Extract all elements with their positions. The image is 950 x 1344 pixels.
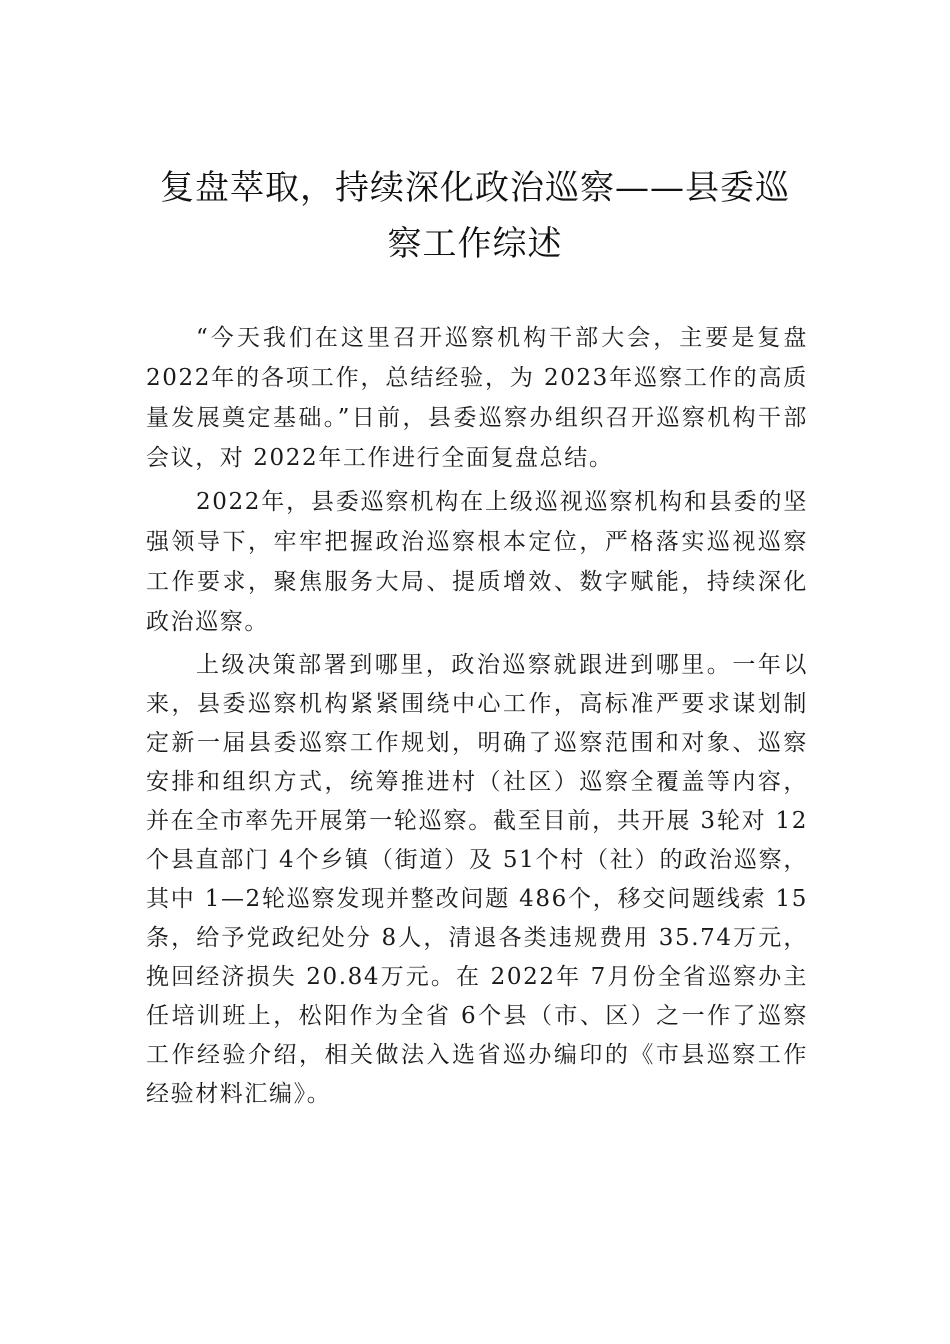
document-body [146,318,808,1118]
paragraph-summary: 2022年，县委巡察机构在上级巡视巡察机构和县委的坚强领导下，牢牢把握政治巡察根本定位，严格落实巡视巡察工作要求，聚焦服务大局、提质增效、数字赋能，持续深化政治巡察。 [146,489,808,635]
paragraph-details: 上级决策部署到哪里，政治巡察就跟进到哪里。一年以来，县委巡察机构紧紧围绕中心工作，高标准严要求谋划制定新一届县委巡察工作规划，明确了巡察范围和对象、巡察安排和组织方式，统筹推进村（社区）巡察全覆盖等内容，并在全市率先开展第一轮巡察。截至目前，共开展 3轮对 12个县直部门 4个乡镇（街道）及 51个村（社）的政治巡察，其中 1—2轮巡察发现并整改问题 486个，移交问题线索 15条，给予党政纪处分 8人，清退各类违规费用 35.74万元，挽回经济损失 20.84万元。在 2022年 7月份全省巡察办主任培训班上，松阳作为全省 6个县（市、区）之一作了巡察工作经验介绍，相关做法入选省巡办编印的《市县巡察工作经验材料汇编》。 [146,652,808,1107]
paragraph-intro: “今天我们在这里召开巡察机构干部大会，主要是复盘2022年的各项工作，总结经验，为 2023年巡察工作的高质量发展奠定基础。”日前，县委巡察办组织召开巡察机构干部会议，对 2022年工作进行全面复盘总结。 [146,325,808,471]
document-title: 复盘萃取，持续深化政治巡察——县委巡察工作综述 [160,168,790,264]
